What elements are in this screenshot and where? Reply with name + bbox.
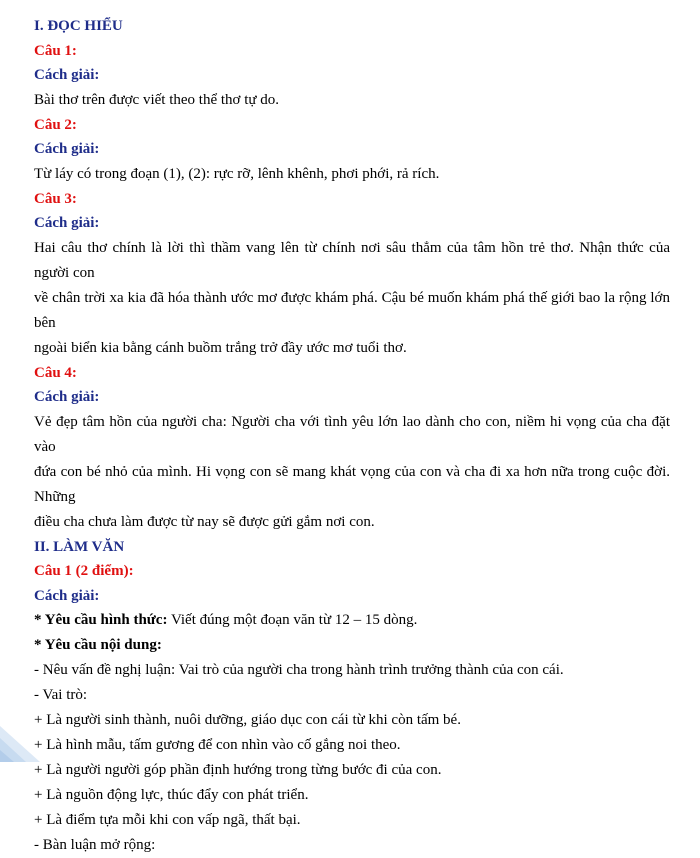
question-3-answer-line-3: ngoài biển kia bằng cánh buồm trắng trở đầy ước mơ tuổi thơ. [34,339,407,356]
question-1-method-label: Cách giải: [34,67,100,83]
form-requirement [34,608,670,633]
question-3-answer-line-1: Hai câu thơ chính là lời thì thầm vang lên từ chính nơi sâu thẳm của tâm hồn trẻ thơ. Nhận thức của người con [34,239,670,281]
document-page [34,14,670,858]
question-4-method-label: Cách giải: [34,389,100,405]
question-2-answer: Từ láy có trong đoạn (1), (2): rực rỡ, lênh khênh, phơi phới, rả rích. [34,165,440,182]
question-1-answer: Bài thơ trên được viết theo thể thơ tự do. [34,91,280,108]
content-item: + Là nguồn động lực, thúc đẩy con phát triển. [34,787,309,803]
corner-decoration [0,712,60,762]
question-4-label: Câu 4: [34,364,77,381]
content-item: - Nêu vấn đề nghị luận: Vai trò của người cha trong hành trình trưởng thành của con cái. [34,662,564,678]
content-item: - Bàn luận mở rộng: [34,837,156,853]
question-4-answer-line-2: đứa con bé nhỏ của mình. Hi vọng con sẽ mang khát vọng của con và cha đi xa hơn nữa trong cuộc đời. Những [34,463,670,505]
content-requirement-label: * Yêu cầu nội dung: [34,637,162,653]
question-4-answer-line-3: điều cha chưa làm được từ nay sẽ được gửi gắm nơi con. [34,513,375,530]
question-3-answer-line-2: về chân trời xa kia đã hóa thành ước mơ được khám phá. Cậu bé muốn khám phá thế giới bao la rộng lớn bên [34,289,670,331]
question-3-method-label: Cách giải: [34,215,100,231]
content-item: - Vai trò: [34,687,88,703]
essay-question-1-label: Câu 1 (2 điểm): [34,563,134,579]
content-item: + Là hình mẫu, tấm gương để con nhìn vào cố gắng noi theo. [34,737,401,753]
section-1-title: I. ĐỌC HIỂU [34,18,123,34]
content-item: + Là điểm tựa mỗi khi con vấp ngã, thất bại. [34,812,301,828]
form-requirement-label: * Yêu cầu hình thức: [34,612,168,628]
form-requirement-text: Viết đúng một đoạn văn từ 12 – 15 dòng. [167,612,418,628]
question-4-answer-line-1: Vẻ đẹp tâm hồn của người cha: Người cha với tình yêu lớn lao dành cho con, niềm hi vọng của cha đặt vào [34,413,670,455]
question-1-label: Câu 1: [34,42,77,59]
content-item: + Là người người góp phần định hướng trong từng bước đi của con. [34,762,442,778]
essay-question-1-method-label: Cách giải: [34,587,100,604]
section-2-title: II. LÀM VĂN [34,538,125,555]
content-item: + Là người sinh thành, nuôi dưỡng, giáo dục con cái từ khi còn tấm bé. [34,712,461,728]
question-2-label: Câu 2: [34,116,77,133]
question-3-label: Câu 3: [34,190,77,207]
question-2-method-label: Cách giải: [34,141,100,157]
